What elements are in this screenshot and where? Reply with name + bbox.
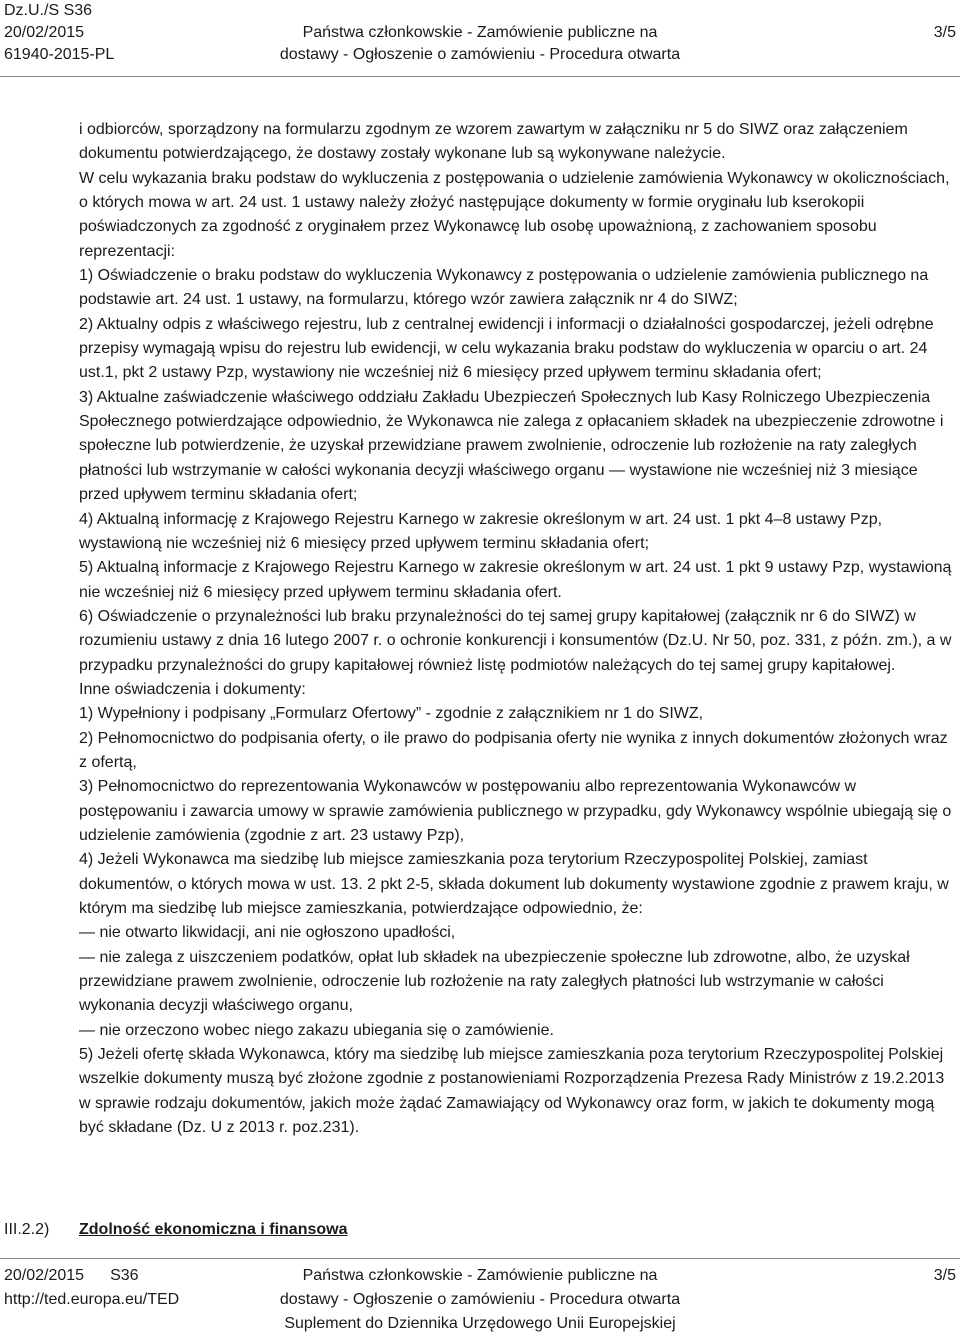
footer-title: [0, 1264, 960, 1336]
body-paragraph: W celu wykazania braku podstaw do wykluczenia z postępowania o udzielenie zamówienia Wykonawcy w okolicznościach, o których mowa w art. 24 ust. 1 ustawy należy złożyć następujące dokumenty w formie oryginału lub kserokopii poświadczonych za zgodność z oryginałem przez Wykonawcę lub osobę upoważnioną, z zachowaniem sposobu reprezentacji:: [79, 169, 950, 260]
body-paragraph: — nie otwarto likwidacji, ani nie ogłoszono upadłości,: [79, 924, 456, 942]
footer-title-line3: Suplement do Dziennika Urzędowego Unii Europejskiej: [284, 1315, 676, 1332]
body-paragraph: Inne oświadczenia i dokumenty:: [79, 680, 306, 698]
footer-title-line2: dostawy - Ogłoszenie o zamówieniu - Procedura otwarta: [279, 1291, 681, 1308]
body-paragraph: — nie zalega z uiszczeniem podatków, opłat lub składek na ubezpieczenie społeczne lub zdrowotne, albo, że uzyskał przewidziane prawem zwolnienie, odroczenie lub rozłożenie na raty zaległych płatności lub wstrzymanie w całości wykonania decyzji właściwego organu,: [79, 948, 910, 1015]
footer-title-line1: Państwa członkowskie - Zamówienie publiczne na: [302, 1267, 658, 1284]
footer-divider: [0, 1258, 960, 1259]
header-date: 20/02/2015: [4, 24, 85, 41]
section-number: III.2.2): [4, 1221, 50, 1238]
body-paragraph: — nie orzeczono wobec niego zakazu ubiegania się o zamówienie.: [79, 1021, 554, 1039]
header-doc-ref: Dz.U./S S36: [4, 2, 93, 19]
body-paragraph: 4) Aktualną informację z Krajowego Rejestru Karnego w zakresie określonym w art. 24 ust. 1 pkt 4–8 ustawy Pzp, wystawioną nie wcześniej niż 6 miesięcy przed upływem terminu składania ofert;: [79, 510, 883, 552]
body-paragraph: 6) Oświadczenie o przynależności lub braku przynależności do tej samej grupy kapitałowej (załącznik nr 6 do SIWZ) w rozumieniu ustawy z dnia 16 lutego 2007 r. o ochronie konkurencji i konsumentów (Dz.U. Nr 50, poz. 331, z późn. zm.), a w przypadku przynależności do grupy kapitałowej również listę podmiotów należących do tej samej grupy kapitałowej.: [79, 607, 952, 674]
header-title-line2: dostawy - Ogłoszenie o zamówieniu - Procedura otwarta: [279, 46, 681, 63]
footer-series: S36: [110, 1267, 139, 1284]
document-body: [79, 118, 959, 1140]
footer-page-number: 3/5: [933, 1267, 956, 1284]
body-paragraph: 5) Jeżeli ofertę składa Wykonawca, który ma siedzibę lub miejsce zamieszkania poza terytorium Rzeczypospolitej Polskiej wszelkie dokumenty muszą być złożone zgodnie z postanowieniami Rozporządzenia Prezesa Rady Ministrów z 19.2.2013 w sprawie rodzaju dokumentów, jakich może żądać Zamawiający od Wykonawcy oraz form, w jakich te dokumenty mogą być składane (Dz. U z 2013 r. poz.231).: [79, 1046, 945, 1137]
body-paragraph: 1) Oświadczenie o braku podstaw do wykluczenia Wykonawcy z postępowania o udzielenie zamówienia publicznego na podstawie art. 24 ust. 1 ustawy, na formularzu, którego wzór zawiera załącznik nr 4 do SIWZ;: [79, 267, 929, 309]
body-paragraph: 2) Pełnomocnictwo do podpisania oferty, o ile prawo do podpisania oferty nie wynika z innych dokumentów złożonych wraz z ofertą,: [79, 729, 948, 771]
header-title-line1: Państwa członkowskie - Zamówienie publiczne na: [302, 24, 658, 41]
header-title: [0, 0, 960, 66]
section-title: Zdolność ekonomiczna i finansowa: [79, 1221, 348, 1238]
body-paragraph: 4) Jeżeli Wykonawca ma siedzibę lub miejsce zamieszkania poza terytorium Rzeczypospolitej Polskiej, zamiast dokumentów, o których mowa w ust. 13. 2 pkt 2-5, składa dokument lub dokumenty wystawione zgodnie z prawem kraju, w którym ma siedzibę lub miejsce zamieszkania, potwierdzające odpowiednio, że:: [79, 851, 949, 917]
body-paragraph: 5) Aktualną informacje z Krajowego Rejestru Karnego w zakresie określonym w art. 24 ust. 1 pkt 9 ustawy Pzp, wystawioną nie wcześniej niż 6 miesięcy przed upływem terminu składania ofert.: [79, 559, 952, 601]
header-page-number: 3/5: [933, 24, 956, 41]
header-divider: [0, 76, 960, 77]
footer-date: 20/02/2015: [4, 1267, 85, 1284]
footer-url[interactable]: http://ted.europa.eu/TED: [4, 1291, 180, 1308]
body-paragraph: i odbiorców, sporządzony na formularzu zgodnym ze wzorem zawartym w załączniku nr 5 do SIWZ oraz załączeniem dokumentu potwierdzającego, że dostawy zostały wykonane lub są wykonywane należycie.: [79, 121, 908, 163]
header-doc-id: 61940-2015-PL: [4, 46, 115, 63]
body-paragraph: 2) Aktualny odpis z właściwego rejestru, lub z centralnej ewidencji i informacji o działalności gospodarczej, jeżeli odrębne przepisy wymagają wpisu do rejestru lub ewidencji, w celu wykazania braku podstaw do wykluczenia w oparciu o art. 24 ust.1, pkt 2 ustawy Pzp, wystawiony nie wcześniej niż 6 miesięcy przed upływem terminu składania ofert;: [79, 315, 934, 382]
body-paragraph: 3) Aktualne zaświadczenie właściwego oddziału Zakładu Ubezpieczeń Społecznych lub Kasy Rolniczego Ubezpieczenia Społecznego potwierdzające odpowiednio, że Wykonawca nie zalega z opłacaniem składek na ubezpieczenie zdrowotne i społeczne lub potwierdzenie, że uzyskał przewidziane prawem zwolnienie, odroczenie lub rozłożenie na raty zaległych płatności lub wstrzymanie w całości wykonania decyzji właściwego organu — wystawione nie wcześniej niż 3 miesiące przed upływem terminu składania ofert;: [79, 388, 944, 504]
body-paragraph: 1) Wypełniony i podpisany „Formularz Ofertowy” - zgodnie z załącznikiem nr 1 do SIWZ,: [79, 705, 704, 723]
body-paragraph: 3) Pełnomocnictwo do reprezentowania Wykonawców w postępowaniu albo reprezentowania Wykonawców w postępowaniu i zawarcia umowy w sprawie zamówienia publicznego w przypadku, gdy Wykonawcy wspólnie ubiegają się o udzielenie zamówienia (zgodnie z art. 23 ustawy Pzp),: [79, 778, 952, 844]
